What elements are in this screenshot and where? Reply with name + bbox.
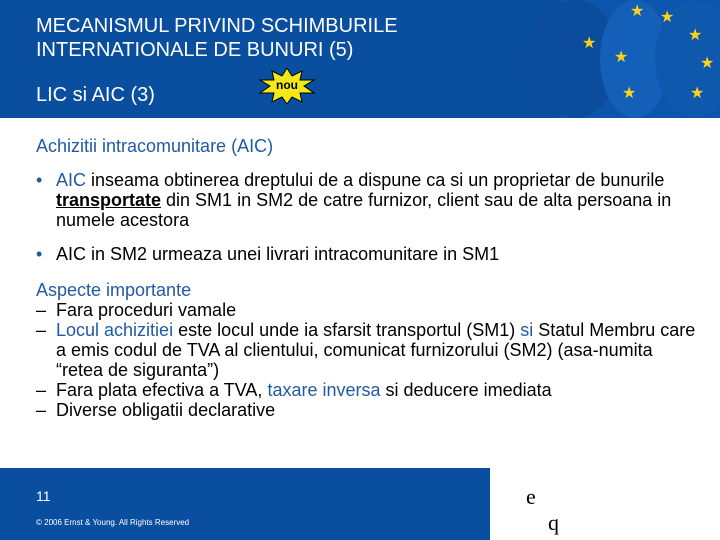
dash-marker: – xyxy=(36,300,47,320)
header-banner xyxy=(0,0,720,118)
aspect-text: Fara plata efectiva a TVA, xyxy=(56,380,268,400)
aspect-text: Diverse obligatii declarative xyxy=(56,400,276,420)
dash-marker: – xyxy=(36,380,47,400)
footer-bar xyxy=(0,468,490,540)
aspect-text: si deducere imediata xyxy=(380,380,552,400)
logo-glyph: e xyxy=(526,484,536,509)
star-icon: ★ xyxy=(690,85,705,102)
title-line-1: MECANISMUL PRIVIND SCHIMBURILE xyxy=(36,15,398,37)
dash-marker: – xyxy=(36,320,47,340)
page-number: 11 xyxy=(36,488,51,504)
bullet-item xyxy=(36,170,696,230)
section-title: Achizitii intracomunitare (AIC) xyxy=(36,136,274,156)
aspect-text: Statul Membru care a emis codul de TVA al clientului, comunicat furnizorului (SM2) (asa-numita “retea de siguranta”) xyxy=(56,320,696,380)
new-badge-label: nou xyxy=(276,78,298,92)
bullet-marker: • xyxy=(36,244,43,264)
aspect-item xyxy=(36,320,696,380)
dash-marker: – xyxy=(36,400,47,420)
new-badge xyxy=(258,68,316,104)
aspect-text: este locul unde ia sfarsit transportul (SM1) xyxy=(173,320,521,340)
aspect-text: Fara proceduri vamale xyxy=(56,300,237,320)
star-icon: ★ xyxy=(614,49,629,66)
eu-flag-graphic xyxy=(560,0,720,118)
page-title xyxy=(36,14,506,62)
copyright-text: © 2006 Ernst & Young. All Rights Reserved xyxy=(36,518,190,527)
star-icon: ★ xyxy=(582,35,597,52)
star-icon: ★ xyxy=(688,27,703,44)
star-icon: ★ xyxy=(660,9,675,26)
highlight-term: taxare inversa xyxy=(267,380,381,400)
star-icon: ★ xyxy=(630,3,645,20)
aspect-item xyxy=(36,400,696,420)
slide-content xyxy=(36,136,696,420)
highlight-term: Locul achizitiei xyxy=(56,320,174,340)
bullet-text: din SM1 in SM2 de catre furnizor, client sau de alta persoana in numele acestora xyxy=(56,190,672,230)
logo-glyph: q xyxy=(548,510,559,535)
highlight-term: si xyxy=(520,320,534,340)
aspect-item xyxy=(36,300,696,320)
aspects-heading: Aspecte importante xyxy=(36,280,192,300)
page-subtitle: LIC si AIC (3) xyxy=(36,84,155,106)
bullet-text: inseama obtinerea dreptului de a dispune ca si un proprietar de bunurile xyxy=(86,170,665,190)
underlined-term: transportate xyxy=(56,190,162,210)
bullet-item xyxy=(36,244,696,264)
title-line-2: INTERNATIONALE DE BUNURI (5) xyxy=(36,39,354,61)
star-icon: ★ xyxy=(622,85,637,102)
bullet-text: AIC in SM2 urmeaza unei livrari intracomunitare in SM1 xyxy=(56,244,500,264)
star-icon: ★ xyxy=(700,55,715,72)
aic-term: AIC xyxy=(56,170,87,190)
bullet-marker: • xyxy=(36,170,43,190)
aspect-item xyxy=(36,380,696,400)
